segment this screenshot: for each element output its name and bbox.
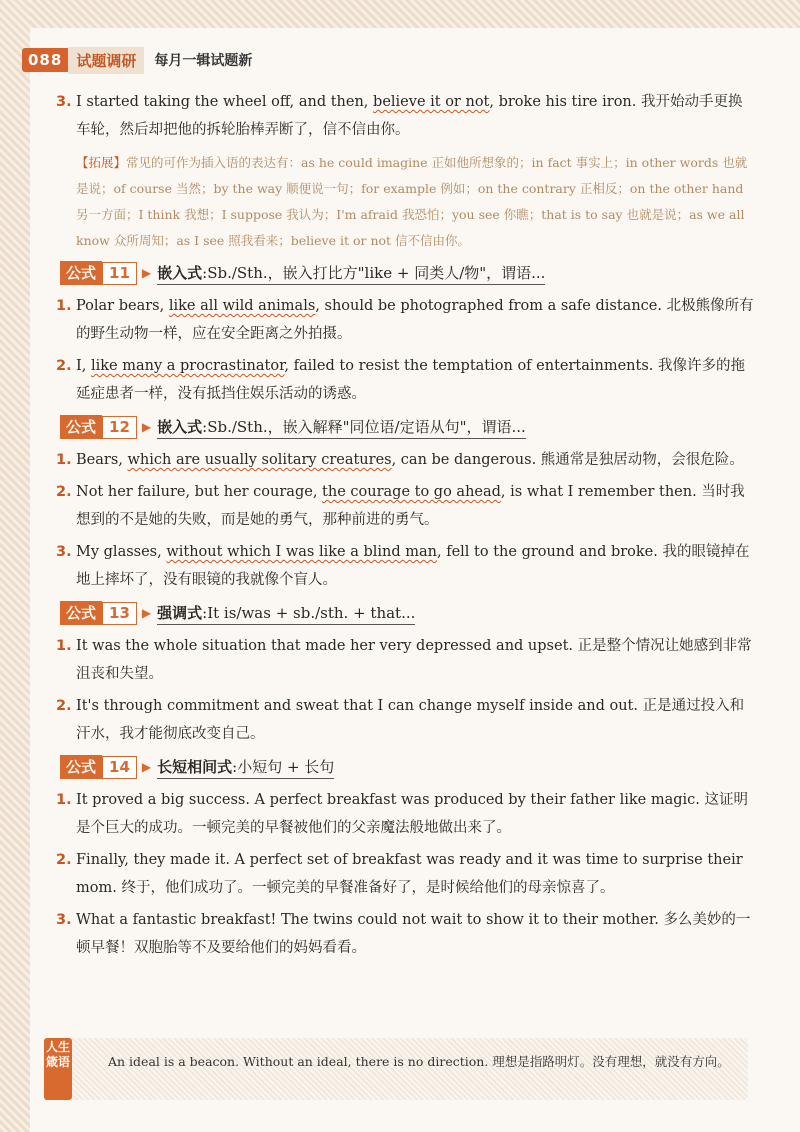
item-body xyxy=(76,88,756,144)
item-text: , broke his tire iron. xyxy=(489,94,641,110)
item-number: 3. xyxy=(56,544,72,560)
item-translation: 这证明是个巨大的成功。一顿完美的早餐被他们的父亲魔法般地做出来了。 xyxy=(76,792,749,836)
list-item xyxy=(56,632,756,688)
list-item xyxy=(56,352,756,408)
list-item xyxy=(56,906,756,962)
item-body xyxy=(76,786,756,842)
formula-title: 强调式 xyxy=(157,603,203,622)
item-body xyxy=(76,446,756,474)
list-item xyxy=(56,786,756,842)
item-body xyxy=(76,538,756,594)
item-text: What a fantastic breakfast! The twins could not wait to show it to their mother. xyxy=(76,912,664,928)
formula-number: 13 xyxy=(102,602,137,625)
formula-number: 14 xyxy=(102,756,137,779)
list-item xyxy=(56,478,756,534)
formula-title: 长短相间式 xyxy=(157,757,233,776)
item-highlight: without which I was like a blind man xyxy=(166,544,437,560)
item-translation: 我的眼镜掉在地上摔坏了，没有眼镜的我就像个盲人。 xyxy=(76,544,750,588)
page-content xyxy=(56,88,756,966)
triangle-arrow-icon: ▶ xyxy=(141,420,152,434)
item-text: I, xyxy=(76,358,91,374)
item-number: 1. xyxy=(56,638,72,654)
item-text: Finally, they made it. A perfect set of breakfast was ready and it was time to surprise their mom. xyxy=(76,852,743,896)
page-header xyxy=(22,46,252,74)
side-decor-strip xyxy=(0,0,30,1132)
item-text: , should be photographed from a safe distance. xyxy=(315,298,667,314)
item-body xyxy=(76,846,756,902)
list-item xyxy=(56,292,756,348)
item-translation: 正是整个情况让她感到非常沮丧和失望。 xyxy=(76,638,752,682)
formula-pattern: :Sb./Sth.，嵌入打比方"like + 同类人/物"，谓语... xyxy=(202,263,546,282)
item-translation: 多么美妙的一顿早餐！双胞胎等不及要给他们的妈妈看看。 xyxy=(76,912,751,956)
item-number: 2. xyxy=(56,358,72,374)
item-translation: 当时我想到的不是她的失败，而是她的勇气，那种前进的勇气。 xyxy=(76,484,745,528)
item-number: 1. xyxy=(56,792,72,808)
list-item xyxy=(56,88,756,144)
item-body xyxy=(76,632,756,688)
note-text: 常见的可作为插入语的表达有：as he could imagine 正如他所想象的；in fact 事实上；in other words 也就是说；of course 当然；by the way 顺便说一句；for example 例如；on the contrary 正相反；on the other hand 另一方面；I think 我想；I suppose 我认为；I'm afraid 我恐怕；you see 你瞧；that is to say 也就是说；as we all know 众所周知；as I see 照我看来；believe it or not 信不信由你。 xyxy=(76,155,748,248)
item-number: 1. xyxy=(56,298,72,314)
formula-title: 嵌入式 xyxy=(157,263,203,282)
formula-desc xyxy=(157,756,334,779)
item-body xyxy=(76,292,756,348)
item-text: was the whole situation that made her very depressed and upset. xyxy=(87,638,578,654)
section-subtitle: 每月一辑试题新 xyxy=(154,53,253,69)
formula-label: 公式 xyxy=(60,601,102,625)
item-translation: 我像许多的拖延症患者一样，没有抵挡住娱乐活动的诱惑。 xyxy=(76,358,746,402)
item-number: 1. xyxy=(56,452,72,468)
triangle-arrow-icon: ▶ xyxy=(141,606,152,620)
formula-title: 嵌入式 xyxy=(157,417,203,436)
item-number: 2. xyxy=(56,852,72,868)
triangle-arrow-icon: ▶ xyxy=(141,760,152,774)
footer-quote-box xyxy=(45,1038,748,1100)
item-text: , can be dangerous. xyxy=(391,452,541,468)
item-number: 2. xyxy=(56,698,72,714)
item-text: , failed to resist the temptation of entertainments. xyxy=(284,358,659,374)
item-text: Not her failure, but her courage, xyxy=(76,484,323,500)
item-text: It's through commitment and sweat that I can change myself inside and out. xyxy=(76,698,643,714)
formula-desc xyxy=(157,416,526,439)
page-number: 088 xyxy=(22,48,68,72)
formula-list xyxy=(56,260,756,962)
formula-label: 公式 xyxy=(60,261,102,285)
formula-header-11 xyxy=(60,260,756,286)
formula-desc xyxy=(157,262,545,285)
item-text: I started taking the wheel off, and then, xyxy=(76,94,374,110)
list-item xyxy=(56,846,756,902)
formula-number: 11 xyxy=(102,262,137,285)
footer-quote: An ideal is a beacon. Without an ideal, there is no direction. 理想是指路明灯。没有理想，就没有方向。 xyxy=(108,1054,730,1069)
item-body xyxy=(76,906,756,962)
item-text: , is what I remember then. xyxy=(500,484,702,500)
item-text: My glasses, xyxy=(76,544,167,560)
list-item xyxy=(56,538,756,594)
top-decor-strip xyxy=(0,0,800,28)
formula-header-13 xyxy=(60,600,756,626)
item-text: Polar bears, xyxy=(76,298,169,314)
item-body xyxy=(76,352,756,408)
item-number: 2. xyxy=(56,484,72,500)
formula-pattern: :It is/was + sb./sth. + that... xyxy=(202,603,416,622)
item-translation: 终于，他们成功了。一顿完美的早餐准备好了，是时候给他们的母亲惊喜了。 xyxy=(121,880,615,896)
item-translation: 正是通过投入和汗水，我才能彻底改变自己。 xyxy=(76,698,745,742)
note-tag: 【拓展】 xyxy=(76,155,127,170)
triangle-arrow-icon: ▶ xyxy=(141,266,152,280)
section-name: 试题调研 xyxy=(68,47,144,74)
extension-note xyxy=(76,150,756,254)
item-body xyxy=(76,478,756,534)
formula-pattern: :小短句 + 长句 xyxy=(232,757,335,776)
item-number: 3. xyxy=(56,912,72,928)
list-item xyxy=(56,692,756,748)
item-text: It proved a big success. A perfect breakfast was produced by their father like magic. xyxy=(76,792,705,808)
formula-header-12 xyxy=(60,414,756,440)
formula-label: 公式 xyxy=(60,755,102,779)
formula-header-14 xyxy=(60,754,756,780)
formula-label: 公式 xyxy=(60,415,102,439)
item-highlight: believe it or not xyxy=(373,94,490,110)
item-text: It xyxy=(76,638,88,654)
formula-number: 12 xyxy=(102,416,137,439)
item-translation: 北极熊像所有的野生动物一样，应在安全距离之外拍摄。 xyxy=(76,298,754,342)
footer-badge: 人生箴语 xyxy=(44,1038,72,1100)
item-translation: 我开始动手更换车轮，然后却把他的拆轮胎棒弄断了，信不信由你。 xyxy=(76,94,743,138)
formula-pattern: :Sb./Sth.，嵌入解释"同位语/定语从句"，谓语... xyxy=(202,417,526,436)
list-item xyxy=(56,446,756,474)
item-translation: 熊通常是独居动物，会很危险。 xyxy=(540,452,744,468)
item-number: 3. xyxy=(56,94,72,110)
item-highlight: which are usually solitary creatures xyxy=(127,452,392,468)
item-highlight: like many a procrastinator xyxy=(90,358,285,374)
item-text: Bears, xyxy=(76,452,128,468)
item-text: , fell to the ground and broke. xyxy=(437,544,663,560)
item-highlight: like all wild animals xyxy=(168,298,316,314)
item-highlight: the courage to go ahead xyxy=(322,484,501,500)
formula-desc xyxy=(157,602,415,625)
item-body xyxy=(76,692,756,748)
